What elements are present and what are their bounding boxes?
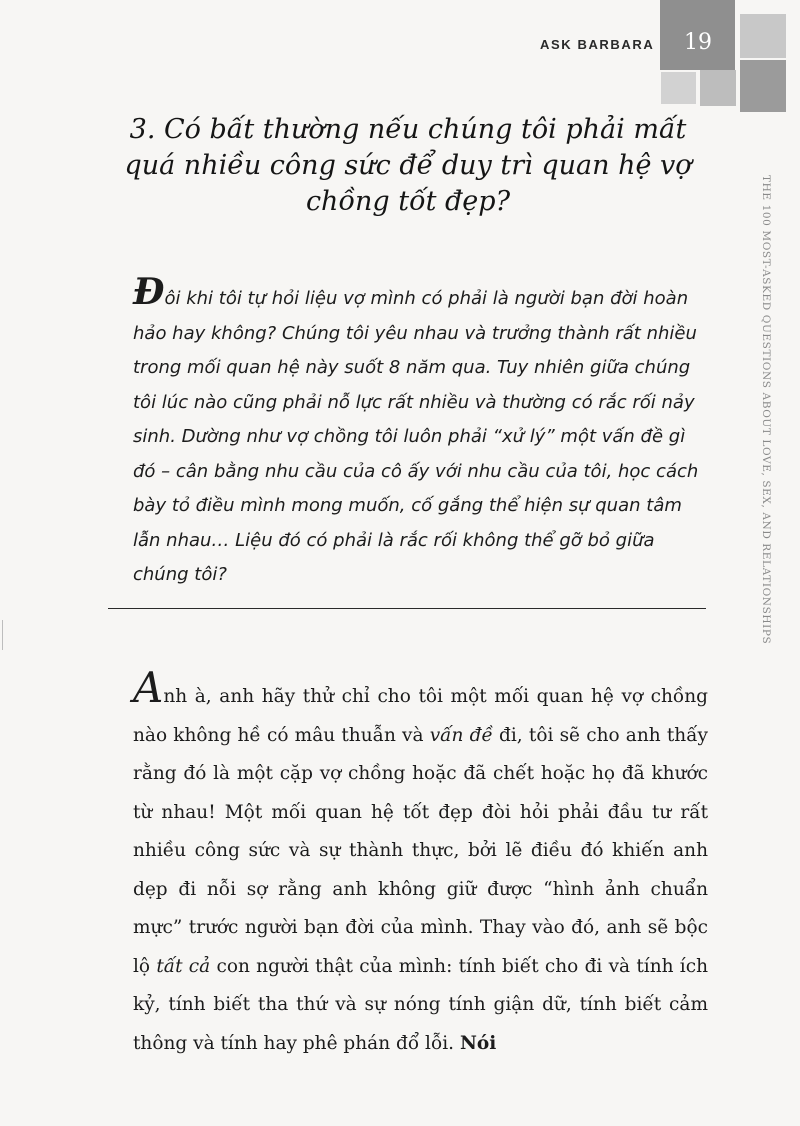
section-divider (108, 608, 706, 609)
question-heading: 3. Có bất thường nếu chúng tôi phải mất quá nhiều công sức để duy trì quan hệ vợ chồng tốt đẹp? (124, 114, 692, 217)
decorative-square (661, 72, 696, 104)
answer-bold-end: Nói (459, 1032, 497, 1054)
decorative-square (740, 60, 786, 112)
answer-text-part1: nh à, anh hãy thử chỉ cho tôi một mối quan hệ vợ chồng nào không hề có mâu thuẫn và (133, 686, 708, 746)
reader-letter (133, 271, 713, 593)
answer-paragraph (133, 663, 708, 1063)
running-title: ASK BARBARA (540, 37, 655, 52)
answer-dropcap: A (133, 663, 164, 712)
answer-text-part3: con người thật của mình: tính biết cho đi và tính ích kỷ, tính biết tha thứ và sự nóng tính giận dữ, tính biết cảm thông và tính hay phê phán đổ lỗi. (133, 955, 708, 1054)
page-number: 19 (684, 30, 712, 55)
book-title-side-caption: THE 100 MOST-ASKED QUESTIONS ABOUT LOVE, SEX, AND RELATIONSHIPS (760, 175, 772, 645)
margin-mark (2, 620, 9, 650)
answer-text-part2: đi, tôi sẽ cho anh thấy rằng đó là một cặp vợ chồng hoặc đã chết hoặc họ đã khước từ nhau! Một mối quan hệ tốt đẹp đòi hỏi phải đầu tư rất nhiều công sức và sự thành thực, bởi lẽ điều đó khiến anh dẹp đi nỗi sợ rằng anh không giữ được “hình ảnh chuẩn mực” trước người bạn đời của mình. Thay vào đó, anh sẽ bộc lộ (133, 724, 708, 977)
decorative-square (700, 70, 736, 106)
letter-dropcap: Đ (133, 271, 165, 313)
answer-emphasis-1: vấn đề (429, 724, 493, 746)
letter-text: ôi khi tôi tự hỏi liệu vợ mình có phải là người bạn đời hoàn hảo hay không? Chúng tôi yêu nhau và trưởng thành rất nhiều trong mối quan hệ này suốt 8 năm qua. Tuy nhiên giữa chúng tôi lúc nào cũng phải nỗ lực rất nhiều và thường có rắc rối nảy sinh. Dường như vợ chồng tôi luôn phải “xử lý” một vấn đề gì đó – cân bằng nhu cầu của cô ấy với nhu cầu của tôi, học cách bày tỏ điều mình mong muốn, cố gắng thể hiện sự quan tâm lẫn nhau… Liệu đó có phải là rắc rối không thể gỡ bỏ giữa chúng tôi? (133, 288, 699, 585)
answer-emphasis-2: tất cả (156, 955, 211, 977)
decorative-square (740, 14, 786, 58)
